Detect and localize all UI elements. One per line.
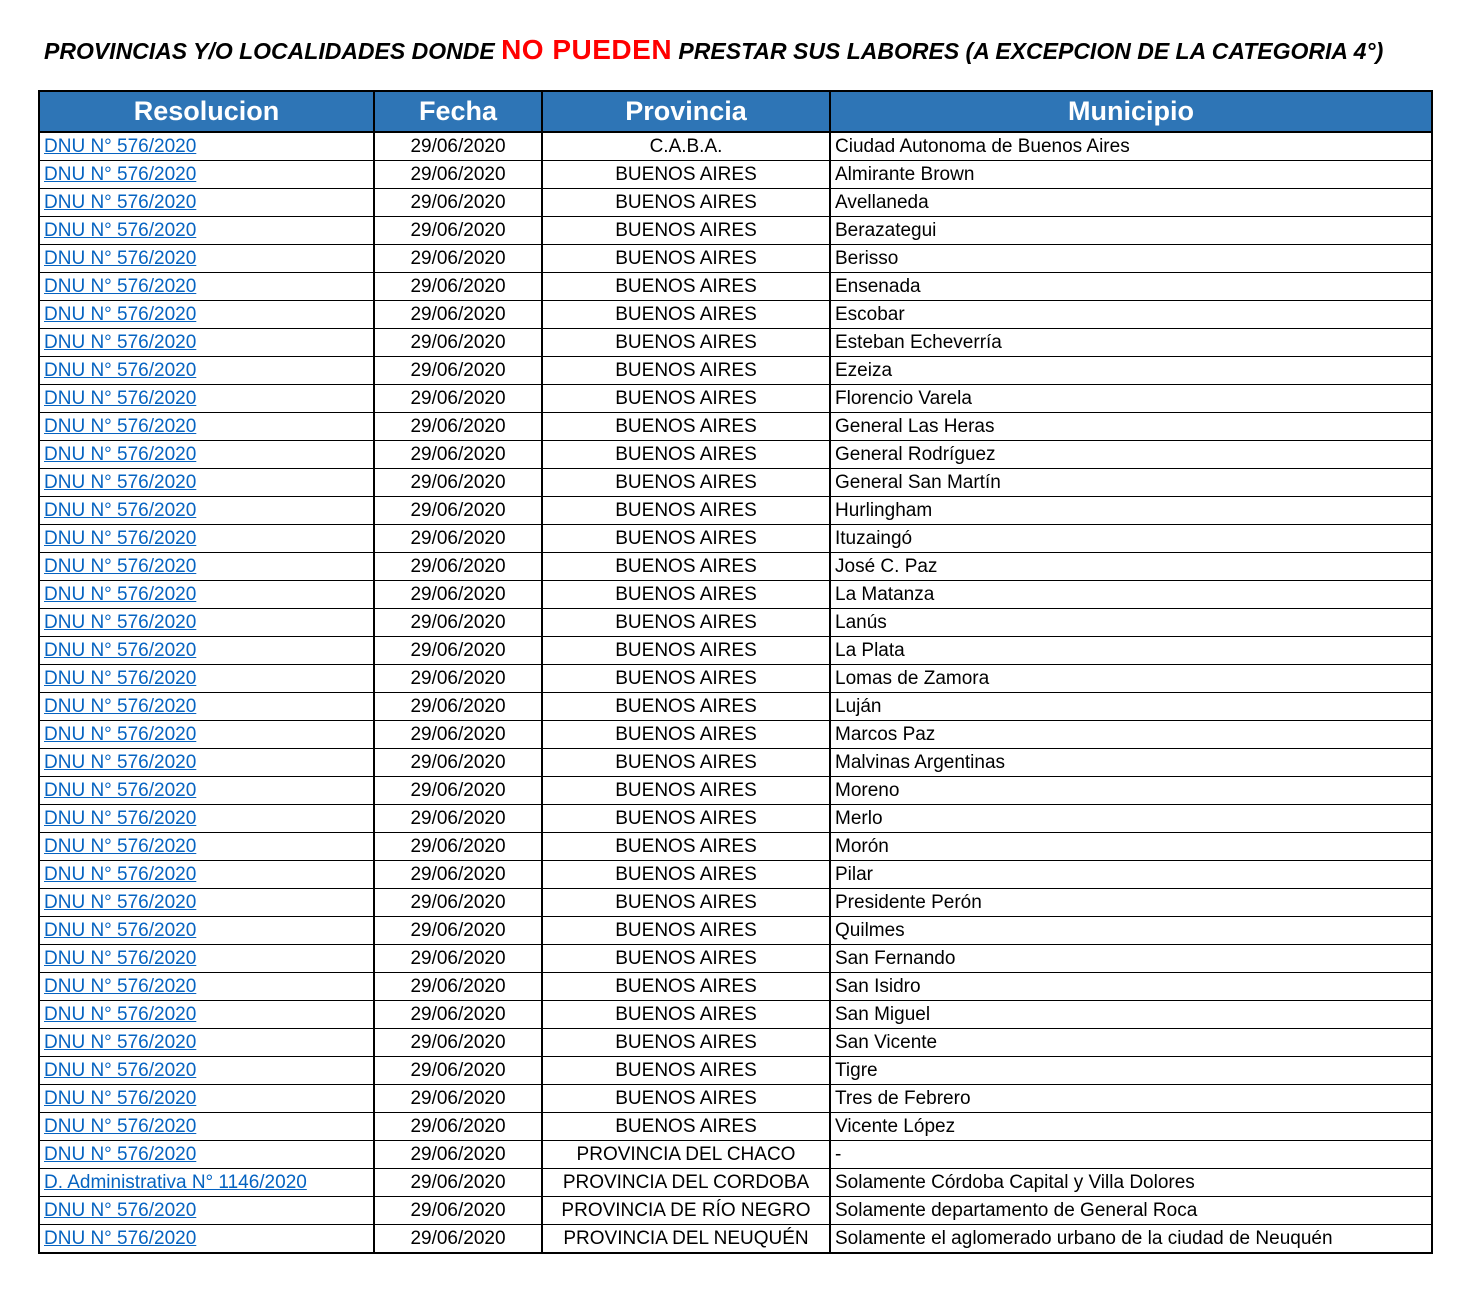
- table-row: [39, 1029, 1432, 1057]
- cell-provincia: BUENOS AIRES: [542, 1057, 830, 1085]
- resolucion-link[interactable]: DNU N° 576/2020: [44, 640, 197, 661]
- table-row: [39, 1001, 1432, 1029]
- cell-fecha: 29/06/2020: [374, 1141, 542, 1169]
- cell-municipio: Escobar: [830, 301, 1432, 329]
- cell-fecha: 29/06/2020: [374, 609, 542, 637]
- cell-municipio: San Miguel: [830, 1001, 1432, 1029]
- resolucion-link[interactable]: DNU N° 576/2020: [44, 696, 197, 717]
- resolucion-link[interactable]: DNU N° 576/2020: [44, 416, 197, 437]
- table-row: [39, 637, 1432, 665]
- cell-fecha: 29/06/2020: [374, 1197, 542, 1225]
- cell-fecha: 29/06/2020: [374, 581, 542, 609]
- resolucion-link[interactable]: DNU N° 576/2020: [44, 1004, 197, 1025]
- table-body: [39, 132, 1432, 1253]
- cell-fecha: 29/06/2020: [374, 161, 542, 189]
- resolucion-link[interactable]: DNU N° 576/2020: [44, 1144, 197, 1165]
- table-row: [39, 1169, 1432, 1197]
- header-municipio: Municipio: [830, 91, 1432, 132]
- table-row: [39, 581, 1432, 609]
- cell-provincia: PROVINCIA DEL CORDOBA: [542, 1169, 830, 1197]
- resolucion-link[interactable]: DNU N° 576/2020: [44, 584, 197, 605]
- cell-resolucion: [39, 357, 374, 385]
- cell-fecha: 29/06/2020: [374, 1001, 542, 1029]
- cell-fecha: 29/06/2020: [374, 1169, 542, 1197]
- cell-municipio: Presidente Perón: [830, 889, 1432, 917]
- cell-provincia: BUENOS AIRES: [542, 217, 830, 245]
- table-row: [39, 1197, 1432, 1225]
- table-row: [39, 357, 1432, 385]
- cell-provincia: BUENOS AIRES: [542, 609, 830, 637]
- cell-resolucion: [39, 749, 374, 777]
- cell-fecha: 29/06/2020: [374, 917, 542, 945]
- cell-municipio: San Isidro: [830, 973, 1432, 1001]
- cell-resolucion: [39, 1141, 374, 1169]
- table-row: [39, 217, 1432, 245]
- resolucion-link[interactable]: DNU N° 576/2020: [44, 892, 197, 913]
- resolucion-link[interactable]: DNU N° 576/2020: [44, 444, 197, 465]
- table-row: [39, 945, 1432, 973]
- cell-provincia: BUENOS AIRES: [542, 665, 830, 693]
- cell-municipio: Tigre: [830, 1057, 1432, 1085]
- cell-municipio: Vicente López: [830, 1113, 1432, 1141]
- cell-municipio: Quilmes: [830, 917, 1432, 945]
- cell-resolucion: [39, 301, 374, 329]
- cell-provincia: BUENOS AIRES: [542, 861, 830, 889]
- cell-provincia: BUENOS AIRES: [542, 189, 830, 217]
- cell-resolucion: [39, 833, 374, 861]
- cell-fecha: 29/06/2020: [374, 1225, 542, 1254]
- cell-municipio: Malvinas Argentinas: [830, 749, 1432, 777]
- cell-municipio: Tres de Febrero: [830, 1085, 1432, 1113]
- cell-fecha: 29/06/2020: [374, 469, 542, 497]
- cell-provincia: BUENOS AIRES: [542, 805, 830, 833]
- resolucion-link[interactable]: D. Administrativa N° 1146/2020: [44, 1172, 307, 1193]
- cell-provincia: BUENOS AIRES: [542, 693, 830, 721]
- cell-fecha: 29/06/2020: [374, 889, 542, 917]
- header-provincia: Provincia: [542, 91, 830, 132]
- table-row: [39, 693, 1432, 721]
- cell-resolucion: [39, 245, 374, 273]
- cell-provincia: BUENOS AIRES: [542, 497, 830, 525]
- resolucion-link[interactable]: DNU N° 576/2020: [44, 192, 197, 213]
- cell-provincia: BUENOS AIRES: [542, 833, 830, 861]
- cell-resolucion: [39, 1169, 374, 1197]
- cell-fecha: 29/06/2020: [374, 497, 542, 525]
- cell-fecha: 29/06/2020: [374, 1029, 542, 1057]
- cell-fecha: 29/06/2020: [374, 805, 542, 833]
- cell-fecha: 29/06/2020: [374, 637, 542, 665]
- title-after: PRESTAR SUS LABORES (A EXCEPCION DE LA CATEGORIA 4°): [672, 38, 1384, 64]
- page-title: [44, 28, 1444, 72]
- cell-provincia: BUENOS AIRES: [542, 385, 830, 413]
- cell-resolucion: [39, 189, 374, 217]
- table-row: [39, 132, 1432, 161]
- cell-municipio: La Plata: [830, 637, 1432, 665]
- cell-provincia: BUENOS AIRES: [542, 413, 830, 441]
- cell-provincia: BUENOS AIRES: [542, 553, 830, 581]
- cell-resolucion: [39, 469, 374, 497]
- cell-municipio: Solamente el aglomerado urbano de la ciudad de Neuquén: [830, 1225, 1432, 1254]
- cell-fecha: 29/06/2020: [374, 861, 542, 889]
- cell-municipio: Moreno: [830, 777, 1432, 805]
- cell-fecha: 29/06/2020: [374, 441, 542, 469]
- resolucion-link[interactable]: DNU N° 576/2020: [44, 1088, 197, 1109]
- cell-resolucion: [39, 273, 374, 301]
- cell-municipio: San Fernando: [830, 945, 1432, 973]
- cell-resolucion: [39, 329, 374, 357]
- cell-fecha: 29/06/2020: [374, 132, 542, 161]
- cell-provincia: BUENOS AIRES: [542, 329, 830, 357]
- cell-provincia: BUENOS AIRES: [542, 525, 830, 553]
- table-row: [39, 665, 1432, 693]
- table-row: [39, 553, 1432, 581]
- cell-resolucion: [39, 889, 374, 917]
- cell-fecha: 29/06/2020: [374, 665, 542, 693]
- cell-provincia: BUENOS AIRES: [542, 581, 830, 609]
- cell-provincia: PROVINCIA DEL CHACO: [542, 1141, 830, 1169]
- cell-resolucion: [39, 497, 374, 525]
- table-row: [39, 749, 1432, 777]
- table-row: [39, 1225, 1432, 1254]
- table-row: [39, 973, 1432, 1001]
- cell-fecha: 29/06/2020: [374, 777, 542, 805]
- cell-municipio: Ituzaingó: [830, 525, 1432, 553]
- resolucion-link[interactable]: DNU N° 576/2020: [44, 976, 197, 997]
- resolucion-link[interactable]: DNU N° 576/2020: [44, 360, 197, 381]
- resolucion-link[interactable]: DNU N° 576/2020: [44, 780, 197, 801]
- cell-resolucion: [39, 161, 374, 189]
- table-row: [39, 721, 1432, 749]
- cell-municipio: Ensenada: [830, 273, 1432, 301]
- cell-municipio: Ciudad Autonoma de Buenos Aires: [830, 132, 1432, 161]
- cell-municipio: Marcos Paz: [830, 721, 1432, 749]
- cell-municipio: Solamente departamento de General Roca: [830, 1197, 1432, 1225]
- resolucion-link[interactable]: DNU N° 576/2020: [44, 948, 197, 969]
- cell-municipio: Ezeiza: [830, 357, 1432, 385]
- resolucion-link[interactable]: DNU N° 576/2020: [44, 528, 197, 549]
- resolucion-link[interactable]: DNU N° 576/2020: [44, 752, 197, 773]
- table-row: [39, 777, 1432, 805]
- table-row: [39, 1141, 1432, 1169]
- cell-resolucion: [39, 553, 374, 581]
- cell-municipio: Florencio Varela: [830, 385, 1432, 413]
- cell-resolucion: [39, 1057, 374, 1085]
- cell-municipio: Hurlingham: [830, 497, 1432, 525]
- cell-resolucion: [39, 132, 374, 161]
- cell-resolucion: [39, 413, 374, 441]
- cell-municipio: Solamente Córdoba Capital y Villa Dolores: [830, 1169, 1432, 1197]
- resolucion-link[interactable]: DNU N° 576/2020: [44, 164, 197, 185]
- resolucion-link[interactable]: DNU N° 576/2020: [44, 1116, 197, 1137]
- cell-resolucion: [39, 805, 374, 833]
- table-row: [39, 1057, 1432, 1085]
- cell-fecha: 29/06/2020: [374, 1085, 542, 1113]
- resolucion-link[interactable]: DNU N° 576/2020: [44, 332, 197, 353]
- cell-municipio: Esteban Echeverría: [830, 329, 1432, 357]
- table-row: [39, 413, 1432, 441]
- title-emphasis: NO PUEDEN: [501, 34, 673, 65]
- cell-resolucion: [39, 1197, 374, 1225]
- resolucion-link[interactable]: DNU N° 576/2020: [44, 304, 197, 325]
- cell-resolucion: [39, 637, 374, 665]
- header-resolucion: Resolucion: [39, 91, 374, 132]
- cell-municipio: Berisso: [830, 245, 1432, 273]
- table-row: [39, 1085, 1432, 1113]
- cell-resolucion: [39, 525, 374, 553]
- cell-resolucion: [39, 581, 374, 609]
- cell-resolucion: [39, 385, 374, 413]
- resolucion-link[interactable]: DNU N° 576/2020: [44, 556, 197, 577]
- cell-fecha: 29/06/2020: [374, 385, 542, 413]
- cell-fecha: 29/06/2020: [374, 273, 542, 301]
- title-before: PROVINCIAS Y/O LOCALIDADES DONDE: [44, 38, 502, 64]
- cell-provincia: C.A.B.A.: [542, 132, 830, 161]
- cell-municipio: Almirante Brown: [830, 161, 1432, 189]
- table-row: [39, 805, 1432, 833]
- cell-municipio: Pilar: [830, 861, 1432, 889]
- table-row: [39, 273, 1432, 301]
- resolucion-link[interactable]: DNU N° 576/2020: [44, 472, 197, 493]
- cell-provincia: BUENOS AIRES: [542, 1029, 830, 1057]
- table-row: [39, 833, 1432, 861]
- cell-resolucion: [39, 1225, 374, 1254]
- table-row: [39, 441, 1432, 469]
- resolutions-table: [38, 90, 1433, 1254]
- cell-provincia: BUENOS AIRES: [542, 1085, 830, 1113]
- resolucion-link[interactable]: DNU N° 576/2020: [44, 136, 197, 157]
- cell-municipio: Lanús: [830, 609, 1432, 637]
- resolucion-link[interactable]: DNU N° 576/2020: [44, 920, 197, 941]
- cell-resolucion: [39, 665, 374, 693]
- cell-provincia: BUENOS AIRES: [542, 721, 830, 749]
- cell-municipio: Morón: [830, 833, 1432, 861]
- resolucion-link[interactable]: DNU N° 576/2020: [44, 1200, 197, 1221]
- table-row: [39, 525, 1432, 553]
- cell-resolucion: [39, 1085, 374, 1113]
- table-row: [39, 189, 1432, 217]
- resolucion-link[interactable]: DNU N° 576/2020: [44, 612, 197, 633]
- table-row: [39, 917, 1432, 945]
- cell-fecha: 29/06/2020: [374, 329, 542, 357]
- table-row: [39, 329, 1432, 357]
- cell-resolucion: [39, 1001, 374, 1029]
- cell-resolucion: [39, 1029, 374, 1057]
- cell-provincia: BUENOS AIRES: [542, 357, 830, 385]
- cell-fecha: 29/06/2020: [374, 693, 542, 721]
- cell-municipio: -: [830, 1141, 1432, 1169]
- cell-provincia: BUENOS AIRES: [542, 749, 830, 777]
- resolucion-link[interactable]: DNU N° 576/2020: [44, 808, 197, 829]
- cell-resolucion: [39, 693, 374, 721]
- cell-fecha: 29/06/2020: [374, 721, 542, 749]
- cell-provincia: BUENOS AIRES: [542, 973, 830, 1001]
- resolucion-link[interactable]: DNU N° 576/2020: [44, 1228, 197, 1249]
- cell-fecha: 29/06/2020: [374, 1113, 542, 1141]
- cell-provincia: BUENOS AIRES: [542, 917, 830, 945]
- resolucion-link[interactable]: DNU N° 576/2020: [44, 724, 197, 745]
- header-fecha: Fecha: [374, 91, 542, 132]
- cell-provincia: BUENOS AIRES: [542, 1113, 830, 1141]
- resolucion-link[interactable]: DNU N° 576/2020: [44, 276, 197, 297]
- cell-fecha: 29/06/2020: [374, 945, 542, 973]
- cell-fecha: 29/06/2020: [374, 833, 542, 861]
- cell-provincia: BUENOS AIRES: [542, 777, 830, 805]
- cell-fecha: 29/06/2020: [374, 553, 542, 581]
- cell-fecha: 29/06/2020: [374, 973, 542, 1001]
- cell-provincia: BUENOS AIRES: [542, 469, 830, 497]
- cell-resolucion: [39, 721, 374, 749]
- table-row: [39, 497, 1432, 525]
- cell-provincia: BUENOS AIRES: [542, 1001, 830, 1029]
- cell-municipio: Berazategui: [830, 217, 1432, 245]
- resolucion-link[interactable]: DNU N° 576/2020: [44, 500, 197, 521]
- cell-resolucion: [39, 217, 374, 245]
- cell-municipio: San Vicente: [830, 1029, 1432, 1057]
- cell-provincia: PROVINCIA DEL NEUQUÉN: [542, 1225, 830, 1254]
- table-row: [39, 301, 1432, 329]
- table-row: [39, 161, 1432, 189]
- cell-municipio: General San Martín: [830, 469, 1432, 497]
- cell-resolucion: [39, 777, 374, 805]
- cell-municipio: Avellaneda: [830, 189, 1432, 217]
- table-header-row: [39, 91, 1432, 132]
- cell-municipio: Merlo: [830, 805, 1432, 833]
- cell-fecha: 29/06/2020: [374, 525, 542, 553]
- resolucion-link[interactable]: DNU N° 576/2020: [44, 1032, 197, 1053]
- table-row: [39, 1113, 1432, 1141]
- cell-fecha: 29/06/2020: [374, 189, 542, 217]
- table-row: [39, 385, 1432, 413]
- cell-municipio: General Las Heras: [830, 413, 1432, 441]
- cell-fecha: 29/06/2020: [374, 301, 542, 329]
- cell-provincia: BUENOS AIRES: [542, 441, 830, 469]
- resolucion-link[interactable]: DNU N° 576/2020: [44, 388, 197, 409]
- table-row: [39, 469, 1432, 497]
- cell-fecha: 29/06/2020: [374, 1057, 542, 1085]
- cell-resolucion: [39, 441, 374, 469]
- cell-provincia: BUENOS AIRES: [542, 301, 830, 329]
- cell-fecha: 29/06/2020: [374, 357, 542, 385]
- resolucion-link[interactable]: DNU N° 576/2020: [44, 220, 197, 241]
- cell-fecha: 29/06/2020: [374, 245, 542, 273]
- table-row: [39, 609, 1432, 637]
- resolucion-link[interactable]: DNU N° 576/2020: [44, 248, 197, 269]
- table-row: [39, 861, 1432, 889]
- cell-provincia: BUENOS AIRES: [542, 945, 830, 973]
- cell-municipio: José C. Paz: [830, 553, 1432, 581]
- resolucion-link[interactable]: DNU N° 576/2020: [44, 668, 197, 689]
- cell-municipio: La Matanza: [830, 581, 1432, 609]
- cell-provincia: BUENOS AIRES: [542, 889, 830, 917]
- cell-resolucion: [39, 945, 374, 973]
- table-row: [39, 889, 1432, 917]
- cell-provincia: BUENOS AIRES: [542, 637, 830, 665]
- cell-provincia: BUENOS AIRES: [542, 161, 830, 189]
- cell-fecha: 29/06/2020: [374, 749, 542, 777]
- cell-resolucion: [39, 609, 374, 637]
- cell-municipio: General Rodríguez: [830, 441, 1432, 469]
- cell-municipio: Lomas de Zamora: [830, 665, 1432, 693]
- cell-provincia: PROVINCIA DE RÍO NEGRO: [542, 1197, 830, 1225]
- cell-resolucion: [39, 861, 374, 889]
- resolucion-link[interactable]: DNU N° 576/2020: [44, 836, 197, 857]
- cell-provincia: BUENOS AIRES: [542, 273, 830, 301]
- cell-fecha: 29/06/2020: [374, 413, 542, 441]
- cell-fecha: 29/06/2020: [374, 217, 542, 245]
- cell-provincia: BUENOS AIRES: [542, 245, 830, 273]
- cell-resolucion: [39, 973, 374, 1001]
- resolucion-link[interactable]: DNU N° 576/2020: [44, 864, 197, 885]
- cell-resolucion: [39, 917, 374, 945]
- table-row: [39, 245, 1432, 273]
- cell-municipio: Luján: [830, 693, 1432, 721]
- resolucion-link[interactable]: DNU N° 576/2020: [44, 1060, 197, 1081]
- cell-resolucion: [39, 1113, 374, 1141]
